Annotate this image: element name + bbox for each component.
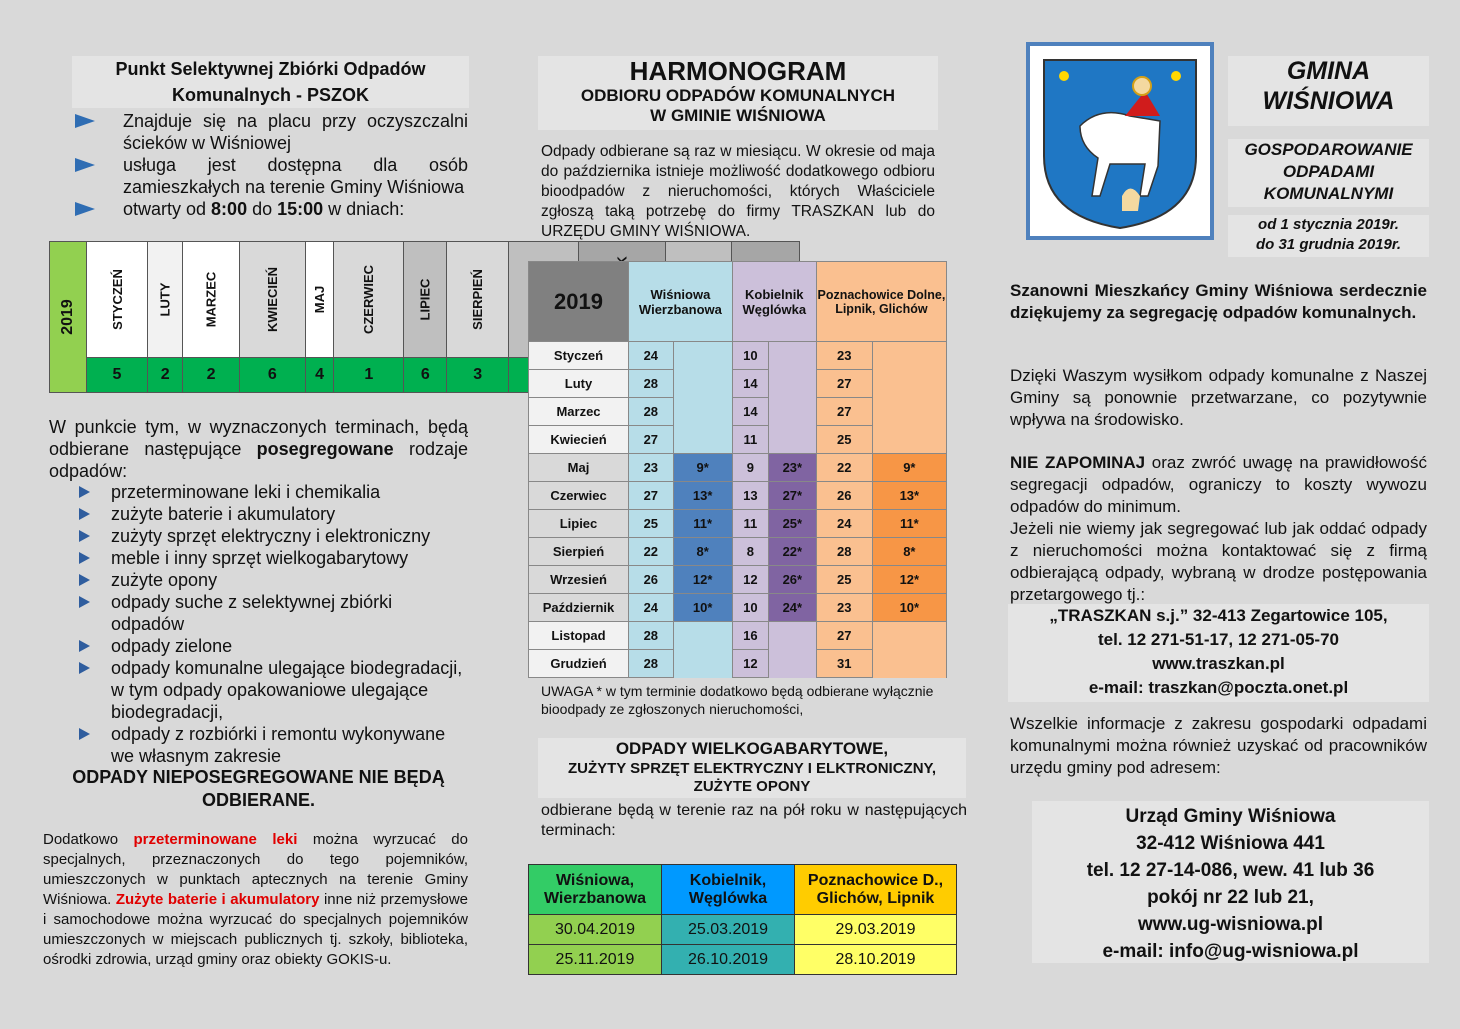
table-cell: Listopad xyxy=(529,622,629,650)
month-cell: KWIECIEŃ xyxy=(239,242,305,358)
table-cell: 22 xyxy=(629,538,674,566)
table-cell: 28 xyxy=(629,370,674,398)
day-cell: 5 xyxy=(86,358,148,393)
schedule-header: HARMONOGRAM ODBIORU ODPADÓW KOMUNALNYCH W GMINIE WIŚNIOWA xyxy=(538,56,938,130)
table-cell xyxy=(673,370,732,398)
table-cell: 9 xyxy=(732,454,768,482)
table-cell: 11* xyxy=(673,510,732,538)
extra-note: Dodatkowo przeterminowane leki można wyrzucać do specjalnych, przeznaczonych do tego pojemników, umieszczonych w punktach aptecznych na terenie Gminy Wiśniowa. Zużyte baterie i akumulatory inne niż przemysłowe i samochodowe można wyrzucać do specjalnych pojemników umieszczonych w miejscach publicznych tj. szkoły, biblioteka, ośrodki zdrowia, urząd gminy oraz obiekty GOKIS-u. xyxy=(43,831,469,968)
bullet-icon xyxy=(79,552,90,564)
list-item: Znajduje się na placu przy oczyszczalni ścieków w Wiśniowej xyxy=(123,110,468,154)
table-cell: 28 xyxy=(629,622,674,650)
month-cell: SIERPIEŃ xyxy=(447,242,509,358)
table-cell: 10 xyxy=(732,594,768,622)
table-cell: 24* xyxy=(768,594,816,622)
table-cell: Marzec xyxy=(529,398,629,426)
table-cell xyxy=(673,622,732,650)
bullet-icon xyxy=(79,728,90,740)
table-cell xyxy=(872,342,946,370)
table-cell: 16 xyxy=(732,622,768,650)
table-cell: Maj xyxy=(529,454,629,482)
table-cell: 11* xyxy=(872,510,946,538)
table-cell: 25.03.2019 xyxy=(662,915,795,945)
table-cell: 26* xyxy=(768,566,816,594)
table-cell: 29.03.2019 xyxy=(795,915,957,945)
gmina-title: GMINA WIŚNIOWA xyxy=(1228,56,1429,126)
year-header: 2019 xyxy=(529,262,629,342)
table-cell: 23 xyxy=(629,454,674,482)
table-cell: 27 xyxy=(629,426,674,454)
table-cell xyxy=(872,426,946,454)
table-cell: Październik xyxy=(529,594,629,622)
table-cell: 30.04.2019 xyxy=(529,915,662,945)
list-item: odpady z rozbiórki i remontu wykonywane we własnym zakresie xyxy=(111,723,468,767)
month-cell: STYCZEŃ xyxy=(86,242,148,358)
company-email-link[interactable]: e-mail: traszkan@poczta.onet.pl xyxy=(1088,678,1349,697)
table-cell: 11 xyxy=(732,426,768,454)
office-contact: Urząd Gminy Wiśniowa 32-412 Wiśniowa 441 tel. 12 27-14-086, wew. 41 lub 36 pokój nr 22 lub 21, www.ug-wisniowa.pl e-mail: info@ug-wisniowa.pl xyxy=(1032,801,1429,963)
table-cell: 26 xyxy=(816,482,872,510)
table-cell: 27 xyxy=(816,622,872,650)
year-cell: 2019 xyxy=(50,242,87,393)
table-row xyxy=(529,566,947,594)
table-cell: Kwiecień xyxy=(529,426,629,454)
table-cell: 24 xyxy=(629,594,674,622)
bulk-head-3: Poznachowice D., Glichów, Lipnik xyxy=(795,865,957,915)
list-item: odpady komunalne ulegające biodegradacji, w tym odpady opakowaniowe ulegające biodegradacji, xyxy=(111,657,468,723)
table-cell: 27* xyxy=(768,482,816,510)
table-cell: Grudzień xyxy=(529,650,629,678)
table-row xyxy=(529,454,947,482)
table-cell xyxy=(768,622,816,650)
table-cell: 28 xyxy=(816,538,872,566)
page-title: HARMONOGRAM xyxy=(629,56,847,86)
table-cell: 28.10.2019 xyxy=(795,945,957,975)
bulk-table xyxy=(528,864,957,975)
day-cell: 6 xyxy=(239,358,305,393)
table-cell: 13* xyxy=(872,482,946,510)
table-cell: Lipiec xyxy=(529,510,629,538)
list-item: odpady suche z selektywnej zbiórki odpadów xyxy=(111,591,468,635)
day-cell: 2 xyxy=(148,358,183,393)
list-item: odpady zielone xyxy=(111,635,468,657)
bullet-icon xyxy=(79,486,90,498)
col-header-kobielnik: Kobielnik Węglówka xyxy=(732,262,816,342)
table-cell xyxy=(872,622,946,650)
validity-dates: od 1 stycznia 2019r. do 31 grudnia 2019r. xyxy=(1228,215,1429,257)
coat-of-arms-icon xyxy=(1030,46,1210,236)
table-cell: 26 xyxy=(629,566,674,594)
table-cell: Sierpień xyxy=(529,538,629,566)
col-header-poznachowice: Poznachowice Dolne, Lipnik, Glichów xyxy=(816,262,946,342)
schedule-intro: Odpady odbierane są raz w miesiącu. W okresie od maja do października istnieje możliwość dodatkowego odbioru bioodpadów z nieruchomości, których Właściciele zgłoszą taką potrzebę do firmy TRASZKAN lub do URZĘDU GMINY WIŚNIOWA. xyxy=(541,143,935,240)
warning-text: ODPADY NIEPOSEGREGOWANE NIE BĘDĄ ODBIERANE. xyxy=(72,767,445,810)
table-row xyxy=(529,370,947,398)
table-row xyxy=(529,398,947,426)
arrow-icon xyxy=(75,158,95,172)
table-cell: 22 xyxy=(816,454,872,482)
table-cell: 12* xyxy=(872,566,946,594)
table-row xyxy=(529,594,947,622)
bulk-head-2: Kobielnik, Węglówka xyxy=(662,865,795,915)
table-cell xyxy=(872,650,946,678)
table-row xyxy=(529,510,947,538)
bullet-icon xyxy=(79,530,90,542)
table-cell: 28 xyxy=(629,398,674,426)
coat-of-arms xyxy=(1026,42,1214,240)
table-cell: 24 xyxy=(816,510,872,538)
table-cell: 23* xyxy=(768,454,816,482)
office-website-link[interactable]: www.ug-wisniowa.pl xyxy=(1137,914,1324,935)
month-cell: MAJ xyxy=(305,242,333,358)
table-cell xyxy=(768,370,816,398)
paragraph-3: Jeżeli nie wiemy jak segregować lub jak oddać odpady z nieruchomości można kontaktować się z firmą odbierającą odpady, wybraną w drodze postępowania przetargowego tj.: xyxy=(1010,519,1427,604)
table-cell xyxy=(673,426,732,454)
table-cell xyxy=(768,426,816,454)
table-cell: 22* xyxy=(768,538,816,566)
table-cell: 23 xyxy=(816,594,872,622)
table-cell: Czerwiec xyxy=(529,482,629,510)
table-cell: Styczeń xyxy=(529,342,629,370)
table-cell xyxy=(673,650,732,678)
table-cell: 9* xyxy=(872,454,946,482)
table-cell: 11 xyxy=(732,510,768,538)
pszok-header: Punkt Selektywnej Zbiórki Odpadów Komunalnych - PSZOK xyxy=(72,56,469,108)
table-cell: Wrzesień xyxy=(529,566,629,594)
pszok-bullets xyxy=(123,110,468,220)
waste-list xyxy=(111,481,468,767)
month-cell: LIPIEC xyxy=(404,242,447,358)
arrow-icon xyxy=(75,114,95,128)
table-cell xyxy=(768,398,816,426)
bulk-header: ODPADY WIELKOGABARYTOWE, ZUŻYTY SPRZĘT ELEKTRYCZNY I ELKTRONICZNY, ZUŻYTE OPONY xyxy=(538,738,966,798)
company-contact: „TRASZKAN s.j.” 32-413 Zegartowice 105, tel. 12 271-51-17, 12 271-05-70 www.traszkan.pl e-mail: traszkan@poczta.onet.pl xyxy=(1008,604,1429,702)
table-cell xyxy=(872,370,946,398)
bullet-icon xyxy=(79,574,90,586)
table-cell: 14 xyxy=(732,398,768,426)
day-cell: 4 xyxy=(305,358,333,393)
table-cell: 27 xyxy=(816,398,872,426)
day-cell: 3 xyxy=(447,358,509,393)
table-cell: 25 xyxy=(629,510,674,538)
bulk-head-1: Wiśniowa, Wierzbanowa xyxy=(529,865,662,915)
day-cell: 2 xyxy=(183,358,240,393)
month-cell: CZERWIEC xyxy=(334,242,404,358)
table-cell: 14 xyxy=(732,370,768,398)
table-cell xyxy=(768,650,816,678)
list-item: zużyte baterie i akumulatory xyxy=(111,503,468,525)
table-cell xyxy=(768,342,816,370)
company-website-link[interactable]: www.traszkan.pl xyxy=(1152,654,1285,673)
table-cell: 25 xyxy=(816,426,872,454)
table-cell: 10 xyxy=(732,342,768,370)
table-cell: 27 xyxy=(629,482,674,510)
table-cell: 13 xyxy=(732,482,768,510)
paragraph-1: Dzięki Waszym wysiłkom odpady komunalne z Naszej Gminy są ponownie przetwarzane, co pozytywnie wpływa na środowisko. xyxy=(1010,366,1427,429)
month-cell: MARZEC xyxy=(183,242,240,358)
table-row xyxy=(529,538,947,566)
table-row xyxy=(529,650,947,678)
table-cell: 8* xyxy=(872,538,946,566)
pszok-intro: W punkcie tym, w wyznaczonych terminach, będą odbierane następujące posegregowane rodzaje odpadów: xyxy=(49,417,468,481)
table-cell: 28 xyxy=(629,650,674,678)
table-cell: Luty xyxy=(529,370,629,398)
uwaga-note: UWAGA * w tym terminie dodatkowo będą odbierane wyłącznie bioodpady ze zgłoszonych nieruchomości, xyxy=(541,683,934,717)
list-item: zużyte opony xyxy=(111,569,468,591)
table-cell: 26.10.2019 xyxy=(662,945,795,975)
paragraph-2: NIE ZAPOMINAJ oraz zwróć uwagę na prawidłowość segregacji odpadów, ograniczy to koszty wywozu odpadów do minimum. xyxy=(1010,453,1428,516)
table-cell: 24 xyxy=(629,342,674,370)
table-cell: 25* xyxy=(768,510,816,538)
table-cell xyxy=(673,342,732,370)
table-cell xyxy=(673,398,732,426)
list-item: meble i inny sprzęt wielkogabarytowy xyxy=(111,547,468,569)
gmina-subtitle: GOSPODAROWANIE ODPADAMI KOMUNALNYMI xyxy=(1228,139,1429,207)
bullet-icon xyxy=(79,508,90,520)
table-cell: 10* xyxy=(673,594,732,622)
table-cell: 12 xyxy=(732,650,768,678)
table-cell: 9* xyxy=(673,454,732,482)
bullet-icon xyxy=(79,596,90,608)
list-item: usługa jest dostępna dla osób zamieszkałych na terenie Gminy Wiśniowa xyxy=(123,154,468,198)
month-cell: LUTY xyxy=(148,242,183,358)
day-cell: 6 xyxy=(404,358,447,393)
arrow-icon xyxy=(75,202,95,216)
table-cell: 27 xyxy=(816,370,872,398)
list-item: zużyty sprzęt elektryczny i elektroniczny xyxy=(111,525,468,547)
office-email-link[interactable]: e-mail: info@ug-wisniowa.pl xyxy=(1102,941,1359,962)
table-cell: 12* xyxy=(673,566,732,594)
table-cell: 8* xyxy=(673,538,732,566)
bulk-intro: odbierane będą w terenie raz na pół roku w następujących terminach: xyxy=(541,802,967,839)
table-cell: 25.11.2019 xyxy=(529,945,662,975)
bullet-icon xyxy=(79,640,90,652)
table-row xyxy=(529,342,947,370)
bullet-icon xyxy=(79,662,90,674)
table-cell: 31 xyxy=(816,650,872,678)
table-row xyxy=(529,426,947,454)
table-cell xyxy=(872,398,946,426)
table-cell: 23 xyxy=(816,342,872,370)
col-header-wisniowa: Wiśniowa Wierzbanowa xyxy=(629,262,733,342)
table-cell: 13* xyxy=(673,482,732,510)
table-row xyxy=(529,622,947,650)
table-cell: 10* xyxy=(872,594,946,622)
list-item: otwarty od 8:00 do 15:00 w dniach: xyxy=(123,198,468,220)
table-cell: 12 xyxy=(732,566,768,594)
table-cell: 25 xyxy=(816,566,872,594)
table-cell: 8 xyxy=(732,538,768,566)
paragraph-4: Wszelkie informacje z zakresu gospodarki odpadami komunalnymi można również uzyskać od pracowników urzędu gminy pod adresem: xyxy=(1010,714,1427,777)
day-cell: 1 xyxy=(334,358,404,393)
list-item: przeterminowane leki i chemikalia xyxy=(111,481,468,503)
schedule-table xyxy=(528,261,947,678)
thanks-text: Szanowni Mieszkańcy Gminy Wiśniowa serdecznie dziękujemy za segregację odpadów komunalnych. xyxy=(1010,281,1427,322)
table-row xyxy=(529,482,947,510)
